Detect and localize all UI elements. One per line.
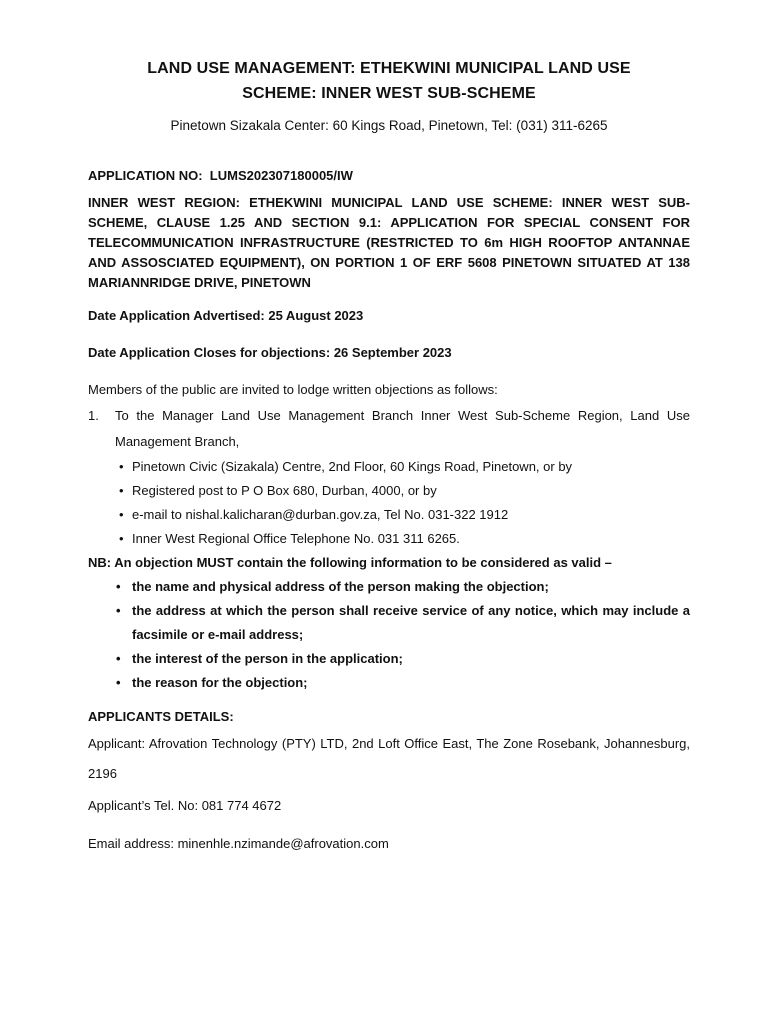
objection-requirement-item: • the name and physical address of the person making the objection; [88,575,690,599]
applicant-email-line: Email address: minenhle.nzimande@afrovation.com [88,836,389,851]
objection-method-item: • Inner West Regional Office Telephone No. 031 311 6265. [88,527,690,551]
objection-requirements-list [88,575,690,695]
objection-recipient-item [88,403,690,455]
application-description: INNER WEST REGION: ETHEKWINI MUNICIPAL LAND USE SCHEME: INNER WEST SUB-SCHEME, CLAUSE 1.25 AND SECTION 9.1: APPLICATION FOR SPECIAL CONSENT FOR TELECOMMUNICATION INFRASTRUCTURE (RESTRICTED TO 6m HIGH ROOFTOP ANTANNAE AND ASSOSCIATED EQUIPMENT), ON PORTION 1 OF ERF 5608 PINETOWN SITUATED AT 138 MARIANNRIDGE DRIVE, PINETOWN [88,195,690,290]
applicant-address-line: Applicant: Afrovation Technology (PTY) LTD, 2nd Loft Office East, The Zone Rosebank, Johannesburg, 2196 [88,736,690,781]
objection-methods-list [88,455,690,551]
document-title [88,56,690,106]
objection-method-item: • Registered post to P O Box 680, Durban, 4000, or by [88,479,690,503]
objection-requirement-item: • the interest of the person in the application; [88,647,690,671]
applicant-tel-line: Applicant’s Tel. No: 081 774 4672 [88,798,282,813]
office-address-line: Pinetown Sizakala Center: 60 Kings Road, Pinetown, Tel: (031) 311-6265 [170,118,608,133]
applicants-details-heading: APPLICANTS DETAILS: [88,709,234,724]
list-item-number: 1. [88,408,99,423]
document-title-line-2: SCHEME: INNER WEST SUB-SCHEME [242,85,536,102]
objection-method-item: • Pinetown Civic (Sizakala) Centre, 2nd Floor, 60 Kings Road, Pinetown, or by [88,455,690,479]
objection-requirement-item: • the address at which the person shall receive service of any notice, which may include a facsimile or e-mail address; [88,599,690,647]
nb-requirements-heading: NB: An objection MUST contain the following information to be considered as valid – [88,555,612,570]
objection-method-item: • e-mail to nishal.kalicharan@durban.gov.za, Tel No. 031-322 1912 [88,503,690,527]
objection-recipient-text: To the Manager Land Use Management Branch Inner West Sub-Scheme Region, Land Use Management Branch, [115,408,690,449]
application-number-line: APPLICATION NO: LUMS202307180005/IW [88,168,353,183]
document-title-line-1: LAND USE MANAGEMENT: ETHEKWINI MUNICIPAL LAND USE [147,60,631,77]
objection-requirement-item: • the reason for the objection; [88,671,690,695]
objections-intro-line: Members of the public are invited to lodge written objections as follows: [88,382,498,397]
date-closes-line: Date Application Closes for objections: 26 September 2023 [88,345,452,360]
date-advertised-line: Date Application Advertised: 25 August 2023 [88,308,364,323]
